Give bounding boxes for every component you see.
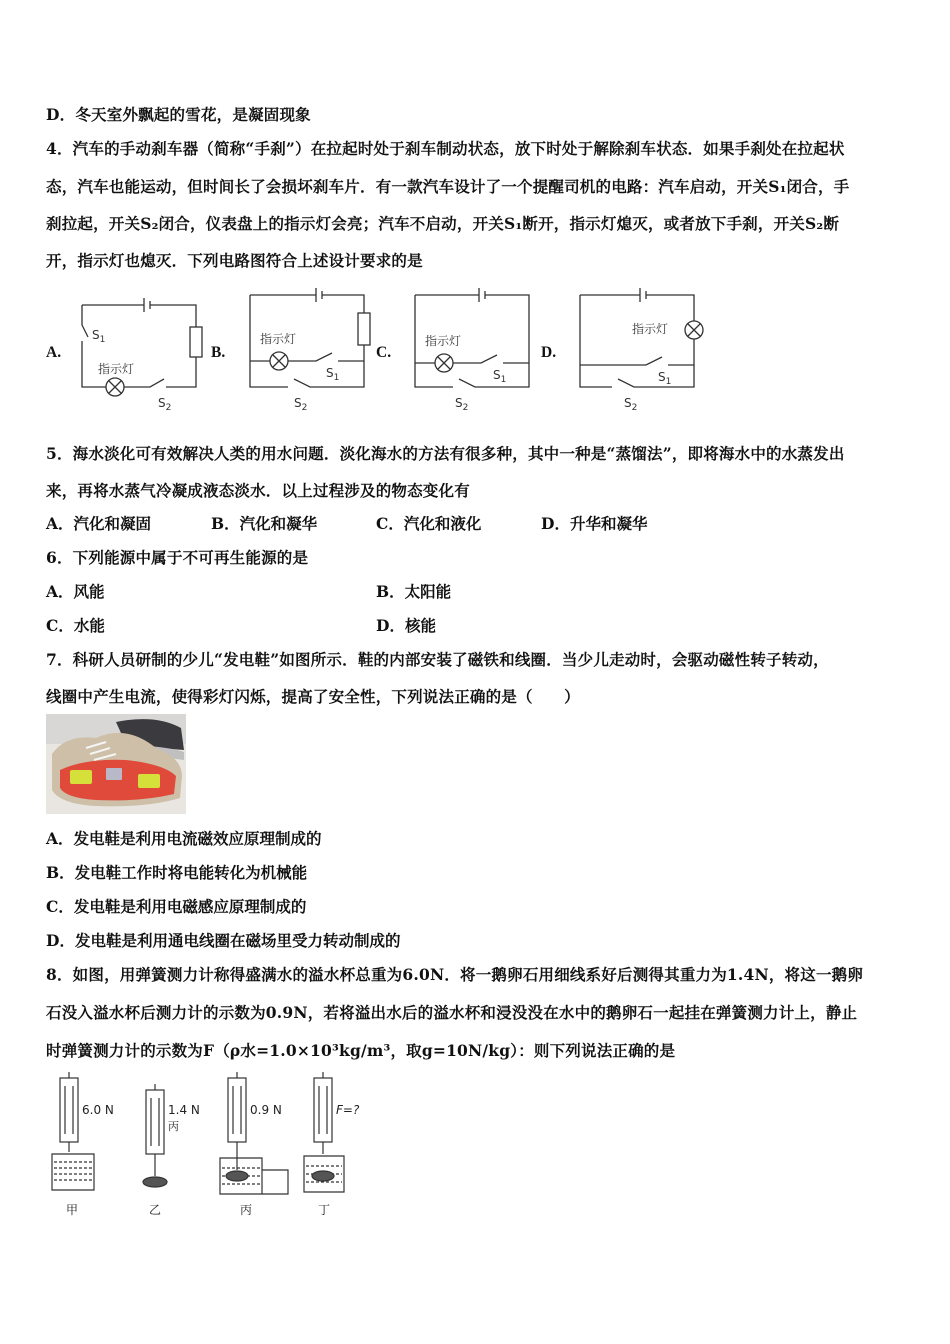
circuit-d-s1-label: $S_1$	[658, 370, 672, 387]
circuit-a-s2-label: $S_2$	[158, 396, 172, 413]
circuit-b-diagram	[246, 285, 376, 415]
q5-line-2: 来，再将水蒸气冷凝成液态淡水．以上过程涉及的物态变化有	[46, 481, 470, 500]
circuit-a-diagram	[66, 285, 206, 415]
circuit-d-diagram	[576, 285, 706, 415]
q7-option-d: D．发电鞋是利用通电线圈在磁场里受力转动制成的	[46, 931, 401, 950]
q3-option-d: D．冬天室外飘起的雪花，是凝固现象	[46, 105, 311, 124]
q7-line-1: 7．科研人员研制的少儿“发电鞋”如图所示．鞋的内部安装了磁铁和线圈．当少儿走动时，会驱动磁性转子转动，	[46, 650, 829, 669]
q5-option-c: C．汽化和液化	[376, 514, 482, 533]
q4-line-1: 4．汽车的手动刹车器（简称“手刹”）在拉起时处于刹车制动状态，放下时处于解除刹车状态．如果手刹处在拉起状	[46, 139, 845, 158]
power-shoe-photo	[46, 714, 186, 814]
q5-option-d: D．升华和凝华	[541, 514, 648, 533]
q8-line-2: 石没入溢水杯后测力计的示数为0.9N，若将溢出水后的溢水杯和浸没没在水中的鹅卵石一起挂在弹簧测力计上，静止	[46, 1003, 858, 1022]
reading-yi: 1.4 N	[168, 1103, 200, 1117]
circuit-c-diagram	[411, 285, 541, 415]
q5-line-1: 5．海水淡化可有效解决人类的用水问题．淡化海水的方法有很多种，其中一种是“蒸馏法”，即将海水中的水蒸发出	[46, 444, 845, 463]
reading-jia: 6.0 N	[82, 1103, 114, 1117]
circuit-b-s2-label: $S_2$	[294, 396, 308, 413]
circuit-c-s2-label: $S_2$	[455, 396, 469, 413]
q6-option-c: C．水能	[46, 616, 105, 635]
circuit-a-lamp-label: 指示灯	[98, 362, 135, 376]
q4-line-2: 态，汽车也能运动，但时间长了会损坏刹车片．有一款汽车设计了一个提醒司机的电路：汽车启动，开关S₁闭合，手	[46, 177, 850, 196]
q6-option-b: B．太阳能	[376, 582, 452, 601]
q8-line-1: 8．如图，用弹簧测力计称得盛满水的溢水杯总重为6.0N．将一鹅卵石用细线系好后测得其重力为1.4N，将这一鹅卵	[46, 965, 864, 984]
q4-option-a-label: A.	[46, 344, 62, 361]
q8-line-3: 时弹簧测力计的示数为F（ρ水=1.0×10³kg/m³，取g=10N/kg）：则下列说法正确的是	[46, 1041, 676, 1060]
reading-ding: F=?	[336, 1103, 360, 1117]
circuit-b-s1-label: $S_1$	[326, 366, 340, 383]
q7-line-2: 线圈中产生电流，使得彩灯闪烁，提高了安全性，下列说法正确的是（ ）	[46, 687, 580, 706]
circuit-c-s1-label: $S_1$	[493, 368, 507, 385]
circuit-d-s2-label: $S_2$	[624, 396, 638, 413]
circuit-b-lamp-label: 指示灯	[260, 332, 297, 346]
caption-jia: 甲	[66, 1203, 79, 1217]
circuit-d-lamp-label: 指示灯	[632, 322, 669, 336]
q7-option-c: C．发电鞋是利用电磁感应原理制成的	[46, 897, 307, 916]
q7-option-a: A．发电鞋是利用电流磁效应原理制成的	[46, 829, 322, 848]
caption-yi: 乙	[149, 1203, 162, 1217]
q7-option-b: B．发电鞋工作时将电能转化为机械能	[46, 863, 308, 882]
q6-option-a: A．风能	[46, 582, 105, 601]
extra-label-bing: 丙	[168, 1120, 179, 1133]
reading-bing: 0.9 N	[250, 1103, 282, 1117]
q4-line-4: 开，指示灯也熄灭．下列电路图符合上述设计要求的是	[46, 251, 423, 270]
q4-line-3: 刹拉起，开关S₂闭合，仪表盘上的指示灯会亮；汽车不启动，开关S₁断开，指示灯熄灭，或者放下手刹，开关S₂断	[46, 214, 840, 233]
caption-ding: 丁	[318, 1203, 331, 1217]
spring-scale-figure	[46, 1072, 396, 1222]
circuit-a-s1-label: $S_1$	[92, 328, 106, 345]
q6-stem: 6．下列能源中属于不可再生能源的是	[46, 548, 309, 567]
circuit-c-lamp-label: 指示灯	[425, 334, 462, 348]
q4-option-d-label: D.	[541, 344, 557, 361]
q5-option-b: B．汽化和凝华	[211, 514, 318, 533]
q4-option-b-label: B.	[211, 344, 226, 361]
q4-option-c-label: C.	[376, 344, 392, 361]
q6-option-d: D．核能	[376, 616, 436, 635]
q5-option-a: A．汽化和凝固	[46, 514, 152, 533]
caption-bing: 丙	[240, 1203, 253, 1217]
